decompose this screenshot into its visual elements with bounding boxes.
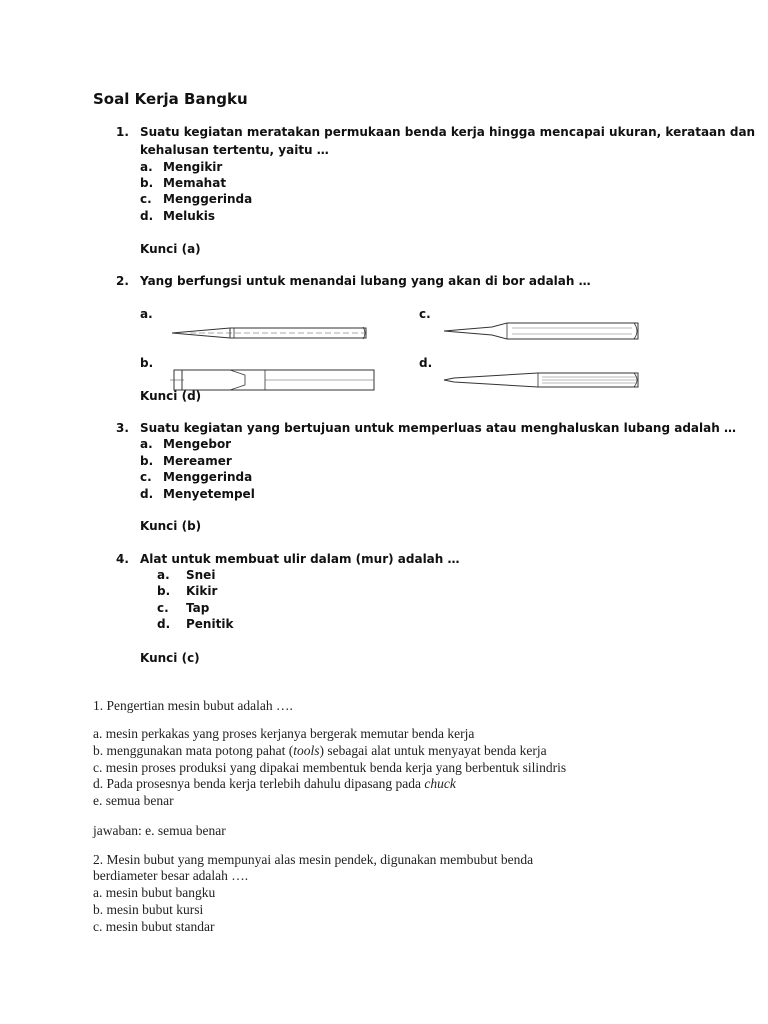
option-text: Menggerinda <box>163 470 253 484</box>
answer-key: Kunci (a) <box>140 242 201 256</box>
question-text: 1. Pengertian mesin bubut adalah …. <box>93 698 293 713</box>
question-number: 2. <box>116 274 129 288</box>
answer-key: Kunci (d) <box>140 389 202 403</box>
tool-drawing-c <box>442 320 642 342</box>
option-text: Mereamer <box>163 454 232 468</box>
option-letter: c. <box>419 307 431 321</box>
option-letter: b. <box>157 584 171 598</box>
option-letter: a. <box>140 160 153 174</box>
option-letter: b. <box>140 454 154 468</box>
question-text: Alat untuk membuat ulir dalam (mur) adalah … <box>140 552 460 566</box>
option-text: Menggerinda <box>163 192 253 206</box>
option-b: b. menggunakan mata potong pahat (tools) sebagai alat untuk menyayat benda kerja <box>93 743 547 758</box>
option-text: Tap <box>186 601 210 615</box>
question-text: Suatu kegiatan meratakan permukaan benda kerja hingga mencapai ukuran, kerataan dan <box>140 125 756 139</box>
question-number: 1. <box>116 125 129 139</box>
option-letter: d. <box>419 356 433 370</box>
option-a: a. mesin perkakas yang proses kerjanya bergerak memutar benda kerja <box>93 726 475 741</box>
answer-key: Kunci (c) <box>140 651 200 665</box>
option-letter: b. <box>140 176 154 190</box>
option-c: c. mesin proses produksi yang dipakai membentuk benda kerja yang berbentuk silindris <box>93 760 567 775</box>
option-letter: d. <box>140 209 154 223</box>
option-a: a. mesin bubut bangku <box>93 885 216 900</box>
question-number: 4. <box>116 552 129 566</box>
option-letter: c. <box>140 470 152 484</box>
question-text: Suatu kegiatan yang bertujuan untuk memperluas atau menghaluskan lubang adalah … <box>140 421 736 435</box>
question-text: Yang berfungsi untuk menandai lubang yang akan di bor adalah … <box>140 274 591 288</box>
option-letter: a. <box>157 568 170 582</box>
option-text: Mengebor <box>163 437 232 451</box>
question-text-cont: kehalusan tertentu, yaitu … <box>140 143 329 157</box>
option-text: Snei <box>186 568 216 582</box>
page-title: Soal Kerja Bangku <box>93 90 248 108</box>
option-text: Mengikir <box>163 160 223 174</box>
question-text: 2. Mesin bubut yang mempunyai alas mesin pendek, digunakan membubut benda <box>93 852 534 867</box>
answer-text: jawaban: e. semua benar <box>93 823 226 838</box>
option-text: Kikir <box>186 584 218 598</box>
option-letter: d. <box>157 617 171 631</box>
question-text-cont: berdiameter besar adalah …. <box>93 868 249 883</box>
option-letter: a. <box>140 307 153 321</box>
tool-drawing-a <box>170 322 370 344</box>
option-text: Memahat <box>163 176 227 190</box>
option-letter: c. <box>140 192 152 206</box>
option-text: Penitik <box>186 617 234 631</box>
answer-key: Kunci (b) <box>140 519 202 533</box>
option-e: e. semua benar <box>93 793 174 808</box>
option-text: Melukis <box>163 209 215 223</box>
option-text: Menyetempel <box>163 487 255 501</box>
option-b: b. mesin bubut kursi <box>93 902 204 917</box>
option-letter: d. <box>140 487 154 501</box>
option-letter: a. <box>140 437 153 451</box>
tool-drawing-d <box>442 368 642 392</box>
option-d: d. Pada prosesnya benda kerja terlebih dahulu dipasang pada chuck <box>93 776 456 791</box>
option-letter: c. <box>157 601 169 615</box>
option-letter: b. <box>140 356 154 370</box>
option-c: c. mesin bubut standar <box>93 919 215 934</box>
question-number: 3. <box>116 421 129 435</box>
